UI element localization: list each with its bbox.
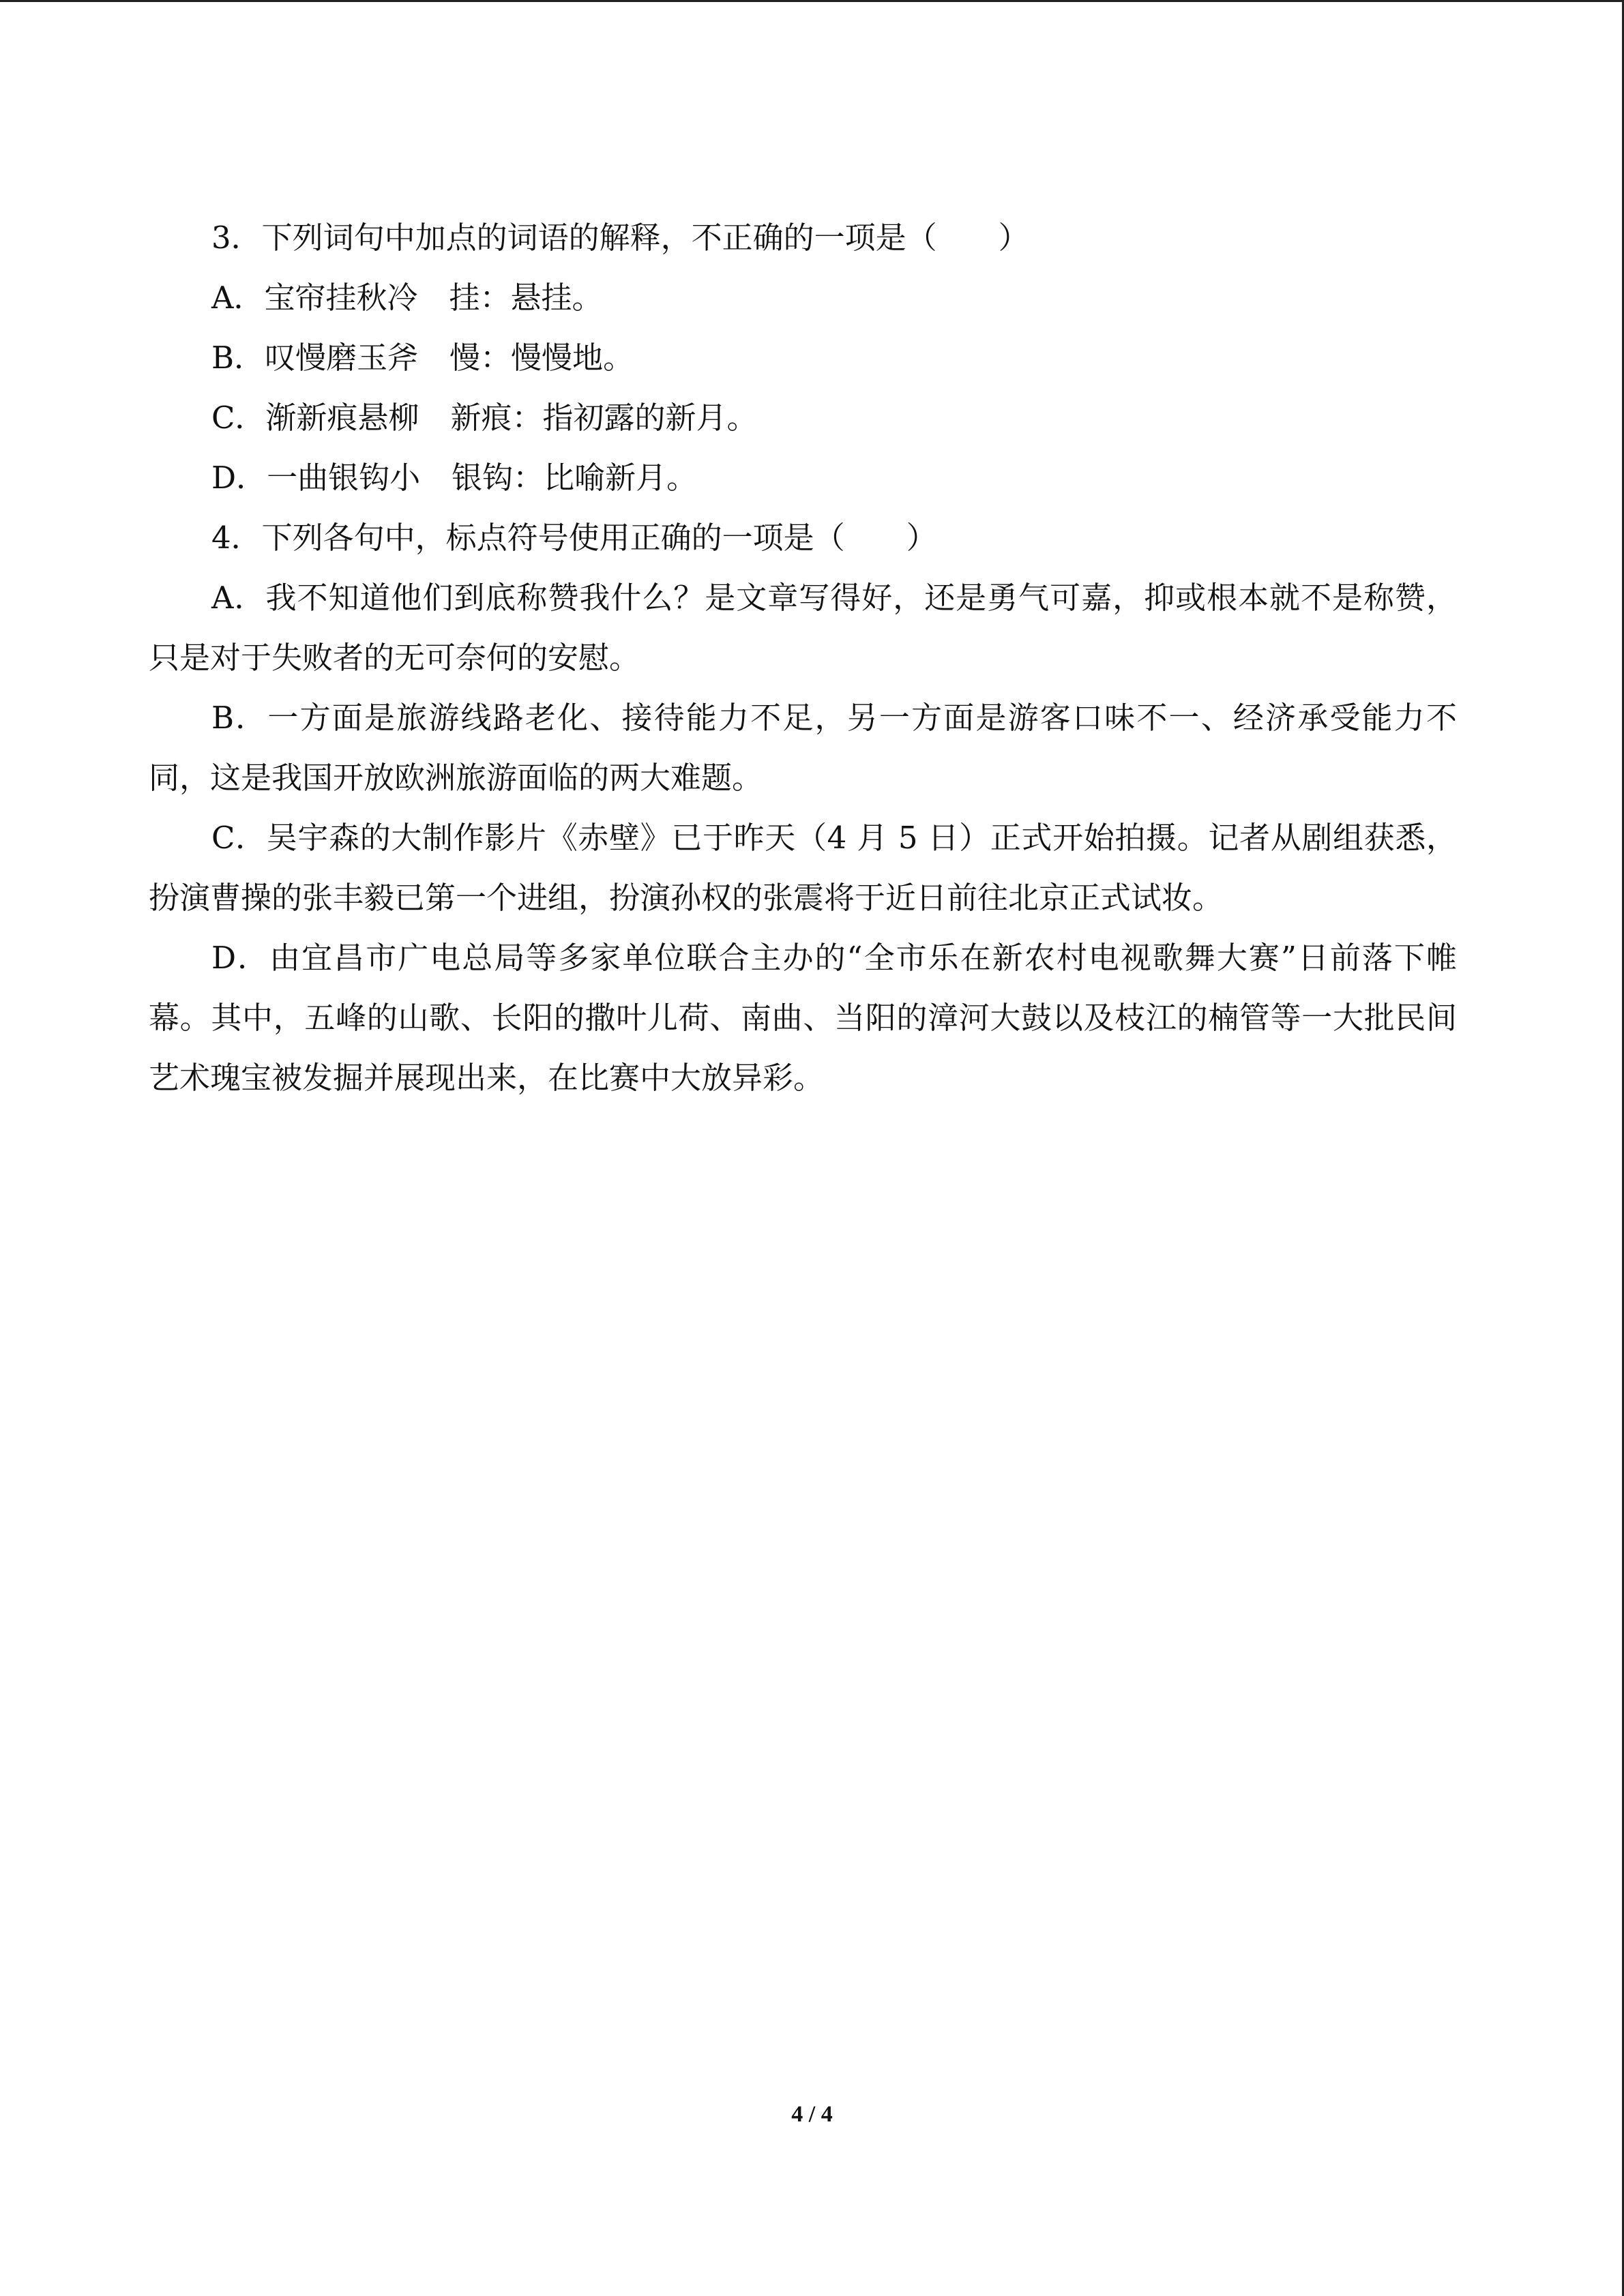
- option-gloss: 慢：慢慢地。: [449, 340, 634, 376]
- question-3-option-c: [149, 388, 1457, 448]
- question-3-stem: 3．下列词句中加点的词语的解释，不正确的一项是（ ）: [211, 220, 1029, 256]
- option-gloss: 挂：悬挂。: [449, 280, 603, 316]
- option-gloss: 银钩：比喻新月。: [452, 460, 698, 496]
- question-4-option-a: A．我不知道他们到底称赞我什么？是文章写得好，还是勇气可嘉，抑或根本就不是称赞，只是对于失败者的无可奈何的安慰。: [149, 580, 1457, 676]
- question-4-option-d: D．由宜昌市广电总局等多家单位联合主办的“全市乐在新农村电视歌舞大赛”日前落下帷幕。其中，五峰的山歌、长阳的撒叶儿荷、南曲、当阳的漳河大鼓以及枝江的楠管等一大批民间艺术瑰宝被发掘并展现出来，在比赛中大放异彩。: [149, 940, 1457, 1096]
- option-text: D．一曲银钩小: [211, 460, 421, 496]
- question-4-option-b: B．一方面是旅游线路老化、接待能力不足，另一方面是游客口味不一、经济承受能力不同，这是我国开放欧洲旅游面临的两大难题。: [149, 700, 1457, 796]
- option-gloss: 新痕：指初露的新月。: [450, 400, 758, 436]
- question-3-option-d: [149, 448, 1457, 508]
- question-3-option-b: [149, 328, 1457, 388]
- option-text: C．渐新痕悬柳: [211, 400, 419, 436]
- document-body: [149, 208, 1457, 1108]
- option-text: B．叹慢磨玉斧: [211, 340, 419, 376]
- option-text: A．宝帘挂秋冷: [211, 280, 418, 316]
- question-3-option-a: [149, 268, 1457, 328]
- question-4-stem: 4．下列各句中，标点符号使用正确的一项是（ ）: [211, 520, 937, 556]
- question-4-option-c: C．吴宇森的大制作影片《赤壁》已于昨天（4 月 5 日）正式开始拍摄。记者从剧组获悉，扮演曹操的张丰毅已第一个进组，扮演孙权的张震将于近日前往北京正式试妆。: [149, 820, 1457, 916]
- page-number: 4 / 4: [791, 2102, 833, 2127]
